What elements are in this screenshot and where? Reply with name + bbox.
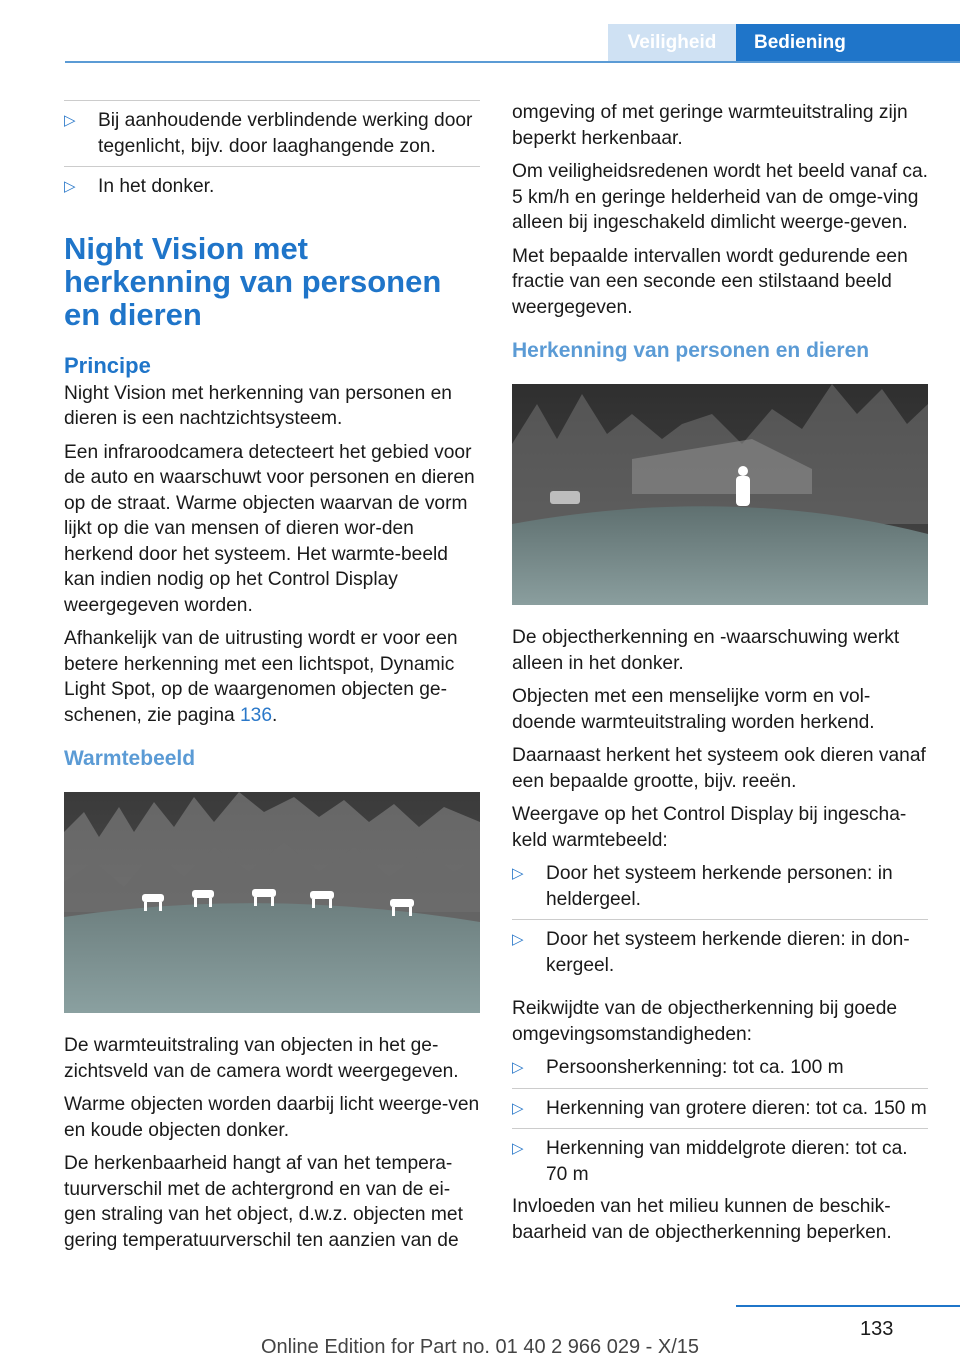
list-divider (64, 100, 480, 101)
triangle-bullet-icon: ▷ (64, 178, 76, 195)
left-column (64, 100, 480, 1261)
list-divider (512, 1128, 928, 1129)
triangle-bullet-icon: ▷ (512, 1140, 524, 1157)
list-item (512, 927, 928, 978)
paragraph: Om veiligheidsredenen wordt het beeld vanaf ca. 5 km/h en geringe helderheid van de omge-ving alleen bij ingeschakeld dimlicht weerge-geven. (512, 161, 928, 233)
paragraph: Afhankelijk van de uitrusting wordt er voor een betere herkenning met een lichtspot, Dynamic Light Spot, op de waargenomen objecten ge-schenen, zie pagina 136. (64, 628, 458, 726)
list-item-text: Herkenning van middelgrote dieren: tot ca. 70 m (546, 1138, 908, 1185)
paragraph: De warmteuitstraling van objecten in het ge-zichtsveld van de camera wordt weergegeven. (64, 1035, 459, 1082)
paragraph: Een infraroodcamera detecteert het gebied voor de auto en waarschuwt voor personen en dieren op de straat. Warme objecten waarvan de vorm lijkt op die van mensen of dieren wor-den herkend door het systeem. Het warmte-beeld kan indien nodig op het Control Display weergegeven worden. (64, 441, 475, 616)
paragraph: Reikwijdte van de objectherkenning bij goede omgevingsomstandigheden: (512, 998, 898, 1045)
edition-footer: Online Edition for Part no. 01 40 2 966 029 - X/15 (260, 1336, 700, 1358)
triangle-bullet-icon: ▷ (512, 931, 524, 948)
list-item-text: In het donker. (98, 176, 215, 197)
paragraph: Met bepaalde intervallen wordt gedurende een fractie van een seconde een stilstaand beeld weergegeven. (512, 245, 908, 318)
paragraph: Objecten met een menselijke vorm en vol-doende warmteuitstraling worden herkend. (512, 686, 875, 733)
triangle-bullet-icon: ▷ (512, 865, 524, 882)
thermal-image-pedestrian (512, 384, 928, 605)
paragraph: Weergave op het Control Display bij ingescha-keld warmtebeeld: (512, 804, 907, 851)
list-item (512, 1136, 928, 1187)
list-divider (64, 166, 480, 167)
footer-rule (736, 1305, 960, 1307)
subheading-warmtebeeld: Warmtebeeld (64, 747, 196, 770)
subheading-herkenning: Herkenning van personen en dieren (512, 339, 870, 362)
section-heading: Night Vision met herkenning van personen en dieren (64, 230, 442, 332)
tab-bediening[interactable]: Bediening (736, 24, 960, 61)
subheading-principe: Principe (64, 352, 151, 378)
paragraph: omgeving of met geringe warmteuitstraling zijn beperkt herkenbaar. (512, 102, 908, 149)
list-item (64, 174, 480, 200)
paragraph: Night Vision met herkenning van personen en dieren is een nachtzichtsysteem. (64, 382, 452, 429)
paragraph: Daarnaast herkent het systeem ook dieren vanaf een bepaalde grootte, bijv. reeën. (512, 745, 926, 792)
page-link[interactable]: 136 (240, 704, 273, 726)
paragraph: De herkenbaarheid hangt af van het tempera-tuurverschil met de achtergrond en van de ei-gen straling van het object, d.w.z. objecten met gering temperatuurverschil ten aanzien van de (64, 1153, 463, 1251)
header-rule (65, 61, 960, 63)
triangle-bullet-icon: ▷ (64, 112, 76, 129)
paragraph: Invloeden van het milieu kunnen de beschik-baarheid van de objectherkenning beperken. (512, 1196, 892, 1243)
page-number: 133 (860, 1318, 894, 1340)
thermal-image-animals (64, 792, 480, 1013)
right-column (512, 100, 928, 1253)
list-item-text: Bij aanhoudende verblindende werking door tegenlicht, bijv. door laaghangende zon. (98, 110, 473, 157)
list-divider (512, 1088, 928, 1089)
list-item-text: Persoonsherkenning: tot ca. 100 m (546, 1057, 844, 1078)
triangle-bullet-icon: ▷ (512, 1099, 524, 1117)
list-item (512, 1096, 928, 1122)
list-item (64, 108, 480, 159)
list-item-text: Door het systeem herkende personen: in heldergeel. (546, 863, 893, 910)
tab-veiligheid[interactable]: Veiligheid (608, 24, 736, 61)
list-divider (512, 919, 928, 920)
paragraph: Warme objecten worden daarbij licht weerge-ven en koude objecten donker. (64, 1094, 480, 1141)
paragraph: De objectherkenning en -waarschuwing werkt alleen in het donker. (512, 627, 900, 674)
list-item-text: Door het systeem herkende dieren: in don-kergeel. (546, 929, 910, 976)
list-item-text: Herkenning van grotere dieren: tot ca. 150 m (546, 1097, 927, 1119)
list-item (512, 1055, 928, 1081)
triangle-bullet-icon: ▷ (512, 1059, 524, 1076)
list-item (512, 861, 928, 912)
